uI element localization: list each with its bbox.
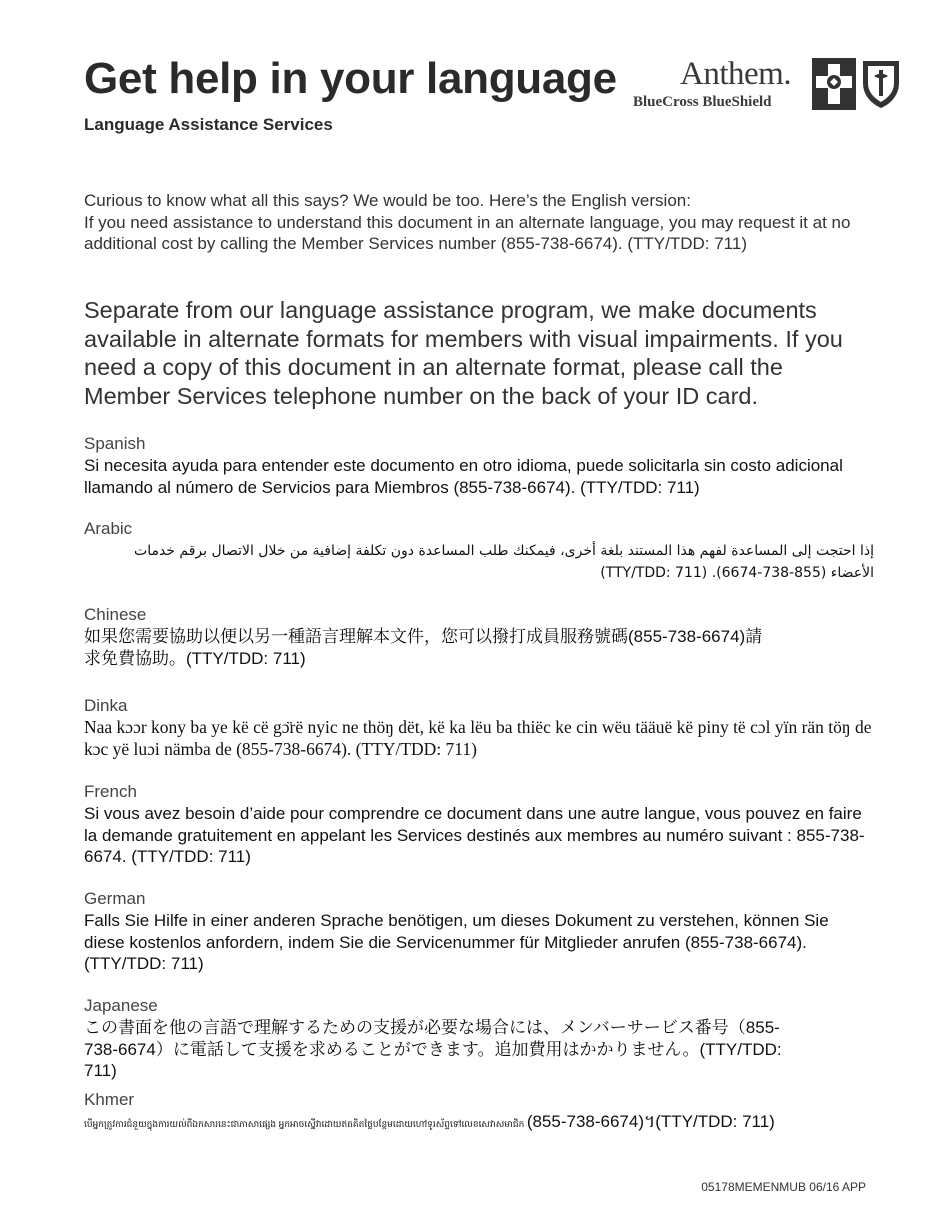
language-block-khmer <box>84 1089 874 1136</box>
intro-section <box>84 190 874 255</box>
page-subtitle: Language Assistance Services <box>84 115 333 134</box>
language-name: Japanese <box>84 996 158 1015</box>
language-text: Si necesita ayuda para entender este documento en otro idioma, puede solicitarla sin costo adicional llamando al número de Servicios para Miembros (855-738-6674). (TTY/TDD: 711) <box>84 456 843 497</box>
language-name: French <box>84 782 137 801</box>
intro-line-1: Curious to know what all this says? We would be too. Here’s the English version: <box>84 191 691 210</box>
language-block-chinese <box>84 604 874 669</box>
language-block-arabic <box>84 518 874 584</box>
shield-icon <box>860 58 902 110</box>
document-code: 05178MEMENMUB 06/16 APP <box>701 1180 866 1194</box>
logo-wordmark: Anthem. <box>680 56 792 92</box>
language-text: この書面を他の言語で理解するための支援が必要な場合には、メンバーサービス番号（855-738-6674）に電話して支援を求めることができます。追加費用はかかりません。(TTY/TDD: 711) <box>84 1018 782 1080</box>
cross-icon <box>812 58 856 110</box>
khmer-phone: (855-738-6674)។(TTY/TDD: 711) <box>526 1112 775 1131</box>
language-text: 如果您需要協助以便以另一種語言理解本文件，您可以撥打成員服務號碼(855-738-6674)請求免費協助。(TTY/TDD: 711) <box>84 627 763 668</box>
anthem-logo <box>630 56 902 116</box>
language-block-spanish <box>84 433 874 498</box>
language-block-german <box>84 888 874 975</box>
language-name: Dinka <box>84 696 128 715</box>
language-block-japanese <box>84 995 874 1082</box>
language-text <box>84 1111 874 1136</box>
language-name: Khmer <box>84 1090 135 1109</box>
page-title: Get help in your language <box>84 54 617 103</box>
logo-tagline: BlueCross BlueShield <box>633 94 772 110</box>
language-text: Falls Sie Hilfe in einer anderen Sprache benötigen, um dieses Dokument zu verstehen, können Sie diese kostenlos anfordern, indem Sie die Servicenummer für Mitglieder anrufen (855-738-6674). (TTY/TDD: 711) <box>84 911 829 973</box>
language-text: إذا احتجت إلى المساعدة لفهم هذا المستند بلغة أخرى، فيمكنك طلب المساعدة دون تكلفة إضافية من خلال الاتصال برقم خدمات الأعضاء (855-738-6674). (TTY/TDD: 711) <box>134 543 874 581</box>
language-block-french <box>84 781 874 868</box>
intro-line-2: If you need assistance to understand this document in an alternate language, you may request it at no additional cost by calling the Member Services number (855-738-6674). (TTY/TDD: 711) <box>84 212 851 253</box>
language-name: Spanish <box>84 434 146 453</box>
language-name: Chinese <box>84 605 147 624</box>
khmer-text: បើអ្នកត្រូវការជំនួយក្នុងការយល់ពីឯកសារនេះជាភាសាផ្សេង អ្នកអាចស្នើវាដោយឥតគិតថ្លៃបន្ថែមដោយហៅទូរស័ព្ទទៅលេខសេវាសមាជិក <box>84 1119 525 1129</box>
language-name: German <box>84 889 146 908</box>
language-text: Naa kɔɔr kony ba ye kë cë gɔ̈rë nyic ne thöŋ dët, kë ka lëu ba thiëc ke cin wëu tääuë kë piny të cɔl yïn rän töŋ de kɔc yë luɔi nämba de (855-738-6674). (TTY/TDD: 711) <box>84 717 872 759</box>
alternate-formats-notice: Separate from our language assistance program, we make documents available in alternate formats for members with visual impairments. If you need a copy of this document in an alternate format, please call the Member Services telephone number on the back of your ID card. <box>84 297 843 409</box>
language-name: Arabic <box>84 519 133 538</box>
language-block-dinka <box>84 695 874 760</box>
language-text: Si vous avez besoin d’aide pour comprendre ce document dans une autre langue, vous pouvez en faire la demande gratuitement en appelant les Services destinés aux membres au numéro suivant : 855-738-6674. (TTY/TDD: 711) <box>84 804 865 866</box>
